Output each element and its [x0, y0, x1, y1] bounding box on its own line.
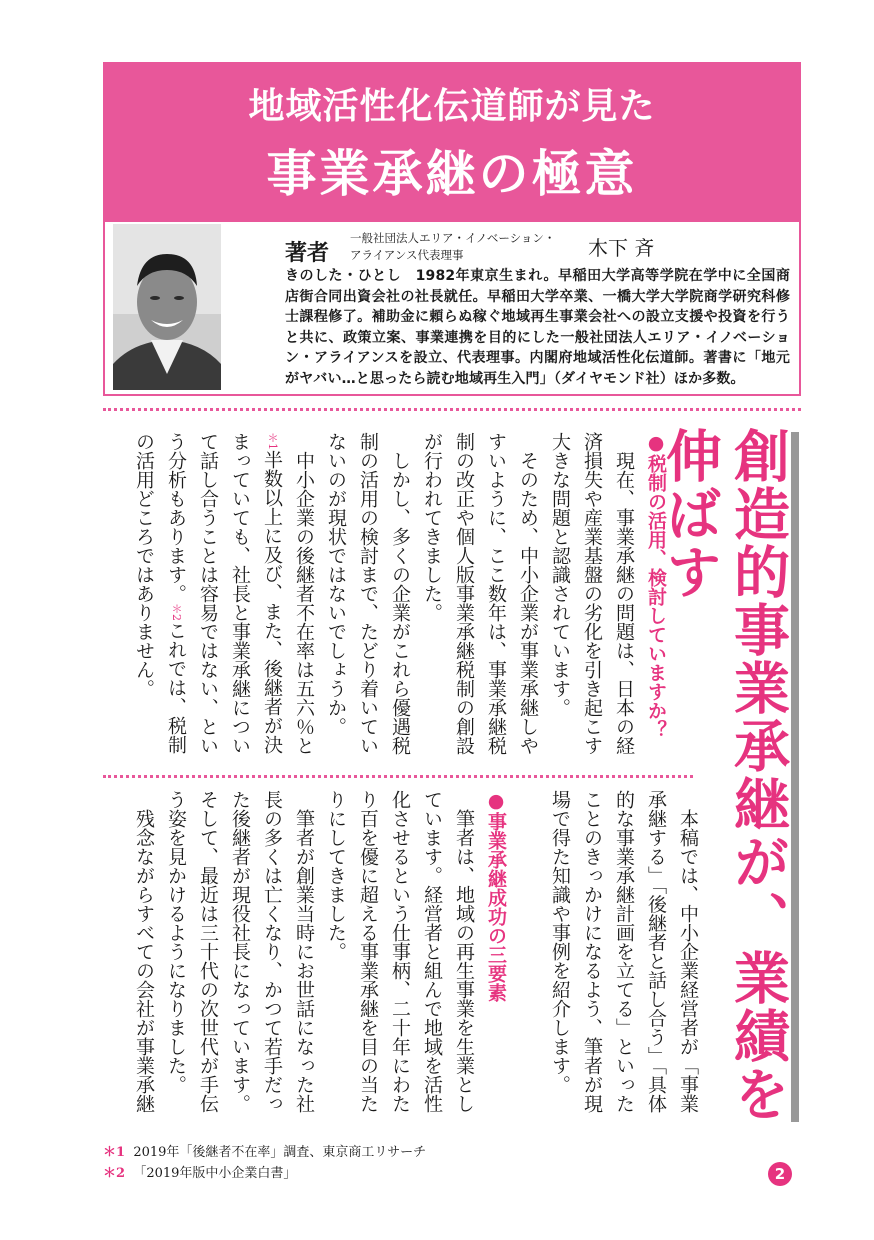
footnote-text: 2019年「後継者不在率」調査、東京商工リサーチ — [133, 1145, 427, 1160]
paragraph: 筆者は、地域の再生事業を生業としています。経営者と組んで地域を活性化させるという仕事柄、二十年にわたり百を優に超える事業承継を目の当たりにしてきました。 — [325, 790, 475, 1113]
footnote-mark: ＊2 — [170, 603, 183, 621]
footnote-mark: ＊1 — [266, 432, 279, 450]
paragraph: 筆者が創業当時にお世話になった社長の多くは亡くなり、かつて若手だった後継者が現役社長になっています。そして、最近は三十代の次世代が手伝う姿を見かけるようになりました。 — [165, 790, 315, 1113]
author-name: 木下 斉 — [588, 236, 655, 260]
dotted-divider — [103, 408, 801, 411]
headline-bar — [791, 432, 799, 1122]
paragraph-text: 半数以上に及び、また、後継者が決まっていても、社長と事業承継について話し合うことは容易ではない、という分析もあります。 — [165, 432, 283, 755]
author-bio: きのした・ひとし 1982年東京生まれ。早稲田大学高等学院在学中に全国商店街合同出資会社の社長就任。早稲田大学卒業、一橋大学大学院商学研究科修士課程修了。補助金に頼らぬ稼ぐ地域再生事業会社への設立支援や投資を行うと共に、政策立案、事業連携を目的にした一般社団法人エリア・イノベーション・アライアンスを設立、代表理事。内閣府地域活性化伝道師。著書に「地元がヤバい…と思ったら読む地域再生入門」（ダイヤモンド社）ほか多数。 — [285, 268, 790, 387]
page-number: 2 — [768, 1162, 792, 1186]
author-org-line: アライアンス代表理事 — [350, 248, 464, 262]
page-title: 事業承継の極意 — [266, 145, 638, 203]
footnote-mark: ＊2 — [103, 1166, 126, 1181]
empty-line — [512, 790, 544, 1120]
series-title: 地域活性化伝道師が見た — [248, 86, 656, 127]
paragraph-text: これでは、税制の活用どころではありません。 — [133, 432, 187, 754]
paragraph-text: 中小企業の後継者不在率は五六％と — [293, 451, 315, 755]
footnote — [103, 1163, 426, 1184]
portrait-icon — [113, 224, 221, 390]
section-heading: ●事業承継成功の三要素 — [485, 790, 507, 1002]
section-heading: ●税制の活用、検討していますか？ — [645, 432, 667, 739]
article-headline: 創造的事業承継が、業績を伸ばす — [657, 427, 790, 1123]
paragraph: そのため、中小企業が事業承継しやすいように、ここ数年は、事業承継税制の改正や個人版事業承継税制の創設が行われてきました。 — [421, 432, 539, 755]
paragraph: 残念ながらすべての会社が事業承継 — [133, 809, 155, 1113]
author-org-line: 一般社団法人エリア・イノベーション・ — [350, 231, 556, 245]
author-organization — [350, 230, 555, 264]
footnote-mark: ＊1 — [103, 1145, 126, 1160]
footnote — [103, 1142, 426, 1163]
author-label: 著者 — [285, 241, 330, 266]
footnotes — [103, 1142, 426, 1184]
footnote-text: 「2019年版中小企業白書」 — [133, 1166, 297, 1181]
empty-line — [672, 432, 704, 762]
article-body-upper — [100, 432, 704, 762]
author-photo — [113, 224, 221, 390]
article-body-lower — [100, 790, 704, 1120]
paragraph: しかし、多くの企業がこれら優遇税制の活用の検討まで、たどり着いていないのが現状ではないでしょうか。 — [325, 432, 411, 755]
dotted-divider — [103, 775, 693, 778]
paragraph: 本稿では、中小企業経営者が「事業承継する」「後継者と話し合う」「具体的な事業承継計画を立てる」といったことのきっかけになるよう、筆者が現場で得た知識や事例を紹介します。 — [549, 790, 699, 1113]
paragraph — [128, 432, 320, 762]
paragraph: 現在、事業承継の問題は、日本の経済損失や産業基盤の劣化を引き起こす大きな問題と認識されています。 — [549, 432, 635, 755]
